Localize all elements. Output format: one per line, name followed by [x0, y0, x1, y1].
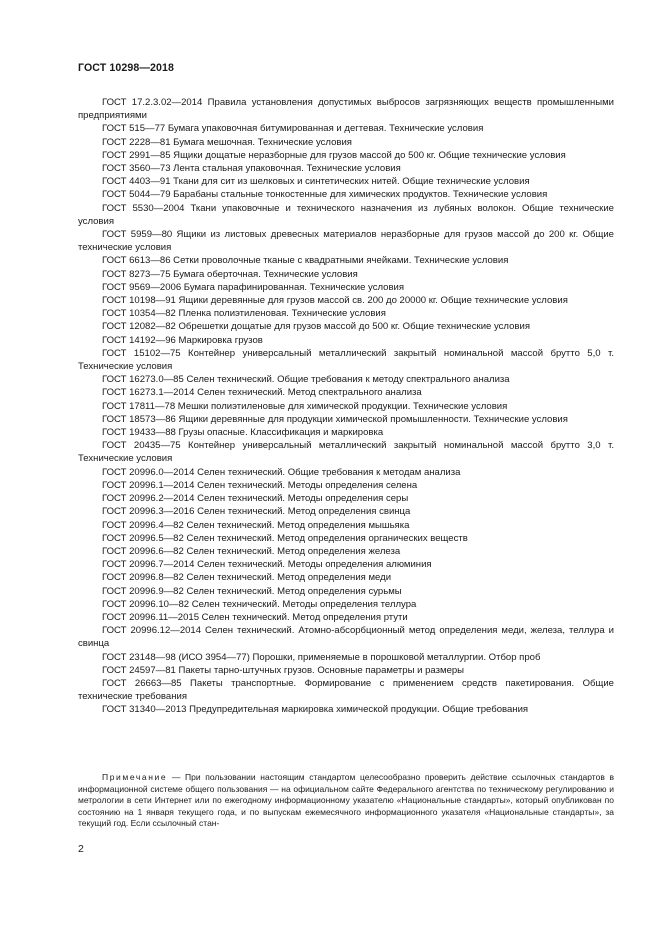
reference-item: ГОСТ 20996.5—82 Селен технический. Метод определения органических веществ: [102, 532, 468, 544]
reference-item: ГОСТ 4403—91 Ткани для сит из шелковых и синтетических нитей. Общие технические условия: [102, 176, 530, 188]
note-paragraph: [78, 772, 614, 830]
reference-item: ГОСТ 20996.4—82 Селен технический. Метод определения мышьяка: [102, 519, 410, 531]
reference-item: ГОСТ 5044—79 Барабаны стальные тонкостенные для химических продуктов. Технические условия: [102, 189, 548, 201]
reference-item: ГОСТ 20996.6—82 Селен технический. Метод определения железа: [102, 545, 401, 557]
document-code-header: ГОСТ 10298—2018: [78, 62, 175, 74]
reference-item: ГОСТ 12082—82 Обрешетки дощатые для грузов массой до 500 кг. Общие технические условия: [102, 321, 530, 333]
reference-item: ГОСТ 16273.1—2014 Селен технический. Метод спектрального анализа: [102, 387, 422, 399]
reference-item: ГОСТ 17.2.3.02—2014 Правила установления допустимых выбросов загрязняющих веществ промышленными предприятиями: [78, 97, 614, 122]
normative-references-list: [78, 96, 614, 717]
reference-item: ГОСТ 20435—75 Контейнер универсальный металлический закрытый номинальной массой брутто 3,0 т. Технические условия: [78, 440, 614, 465]
note-label: Примечание: [102, 772, 168, 782]
reference-item: ГОСТ 20996.1—2014 Селен технический. Методы определения селена: [102, 479, 418, 491]
reference-item: ГОСТ 20996.2—2014 Селен технический. Методы определения серы: [102, 493, 409, 505]
reference-item: ГОСТ 20996.12—2014 Селен технический. Атомно-абсорбционный метод определения меди, железа, теллура и свинца: [78, 625, 614, 650]
reference-item: ГОСТ 26663—85 Пакеты транспортные. Формирование с применением средств пакетирования. Общие технические требования: [78, 677, 614, 703]
reference-item: ГОСТ 10354—82 Пленка полиэтиленовая. Технические условия: [102, 308, 386, 320]
reference-item: ГОСТ 3560—73 Лента стальная упаковочная. Технические условия: [102, 163, 401, 175]
reference-item: ГОСТ 5959—80 Ящики из листовых древесных материалов неразборные для грузов массой до 200 кг. Общие технические условия: [78, 229, 614, 254]
reference-item: ГОСТ 20996.8—82 Селен технический. Метод определения меди: [102, 572, 392, 584]
reference-item: ГОСТ 23148—98 (ИСО 3954—77) Порошки, применяемые в порошковой металлургии. Отбор проб: [102, 651, 541, 663]
reference-item: ГОСТ 2991—85 Ящики дощатые неразборные для грузов массой до 500 кг. Общие технические условия: [102, 149, 566, 161]
reference-item: ГОСТ 24597—81 Пакеты тарно-штучных грузов. Основные параметры и размеры: [102, 664, 465, 676]
reference-item: ГОСТ 18573—86 Ящики деревянные для продукции химической промышленности. Технические условия: [102, 413, 568, 425]
reference-item: ГОСТ 515—77 Бумага упаковочная битумированная и дегтевая. Технические условия: [102, 123, 484, 135]
reference-item: ГОСТ 19433—88 Грузы опасные. Классификация и маркировка: [102, 427, 384, 439]
reference-item: ГОСТ 20996.9—82 Селен технический. Метод определения сурьмы: [102, 585, 402, 597]
reference-item: ГОСТ 2228—81 Бумага мешочная. Технические условия: [102, 136, 352, 148]
reference-item: ГОСТ 16273.0—85 Селен технический. Общие требования к методу спектрального анализа: [102, 374, 510, 386]
reference-item: ГОСТ 5530—2004 Ткани упаковочные и технического назначения из лубяных волокон. Общие технические условия: [78, 202, 614, 227]
page-number: 2: [78, 843, 84, 855]
reference-item: ГОСТ 20996.3—2016 Селен технический. Метод определения свинца: [102, 506, 411, 518]
reference-item: ГОСТ 17811—78 Мешки полиэтиленовые для химической продукции. Технические условия: [102, 400, 508, 412]
reference-item: ГОСТ 15102—75 Контейнер универсальный металлический закрытый номинальной массой брутто 5,0 т. Технические условия: [78, 347, 614, 373]
reference-item: ГОСТ 20996.7—2014 Селен технический. Методы определения алюминия: [102, 559, 432, 571]
reference-item: ГОСТ 9569—2006 Бумага парафинированная. Технические условия: [102, 281, 405, 293]
reference-item: ГОСТ 20996.0—2014 Селен технический. Общие требования к методам анализа: [102, 466, 461, 478]
reference-item: ГОСТ 10198—91 Ящики деревянные для грузов массой св. 200 до 20000 кг. Общие технические условия: [102, 295, 568, 307]
note-text: — При пользовании настоящим стандартом целесообразно проверить действие ссылочных стандартов в информационной системе общего пользования — на официальном сайте Федерального агентства по техническому регулированию и метрологии в сети Интернет или по ежегодному информационному указателю «Национальные стандарты», который опубликован по состоянию на 1 января текущего года, и по выпускам ежемесячного информационного указателя «Национальные стандарты», за текущий год. Если ссылочный стан-: [78, 772, 614, 828]
reference-item: ГОСТ 31340—2013 Предупредительная маркировка химической продукции. Общие требования: [102, 704, 529, 716]
reference-item: ГОСТ 20996.10—82 Селен технический. Методы определения теллура: [102, 598, 417, 610]
reference-item: ГОСТ 14192—96 Маркировка грузов: [102, 334, 263, 346]
reference-item: ГОСТ 8273—75 Бумага оберточная. Технические условия: [102, 268, 358, 280]
reference-item: ГОСТ 20996.11—2015 Селен технический. Метод определения ртути: [102, 611, 408, 623]
reference-item: ГОСТ 6613—86 Сетки проволочные тканые с квадратными ячейками. Технические условия: [102, 255, 509, 267]
